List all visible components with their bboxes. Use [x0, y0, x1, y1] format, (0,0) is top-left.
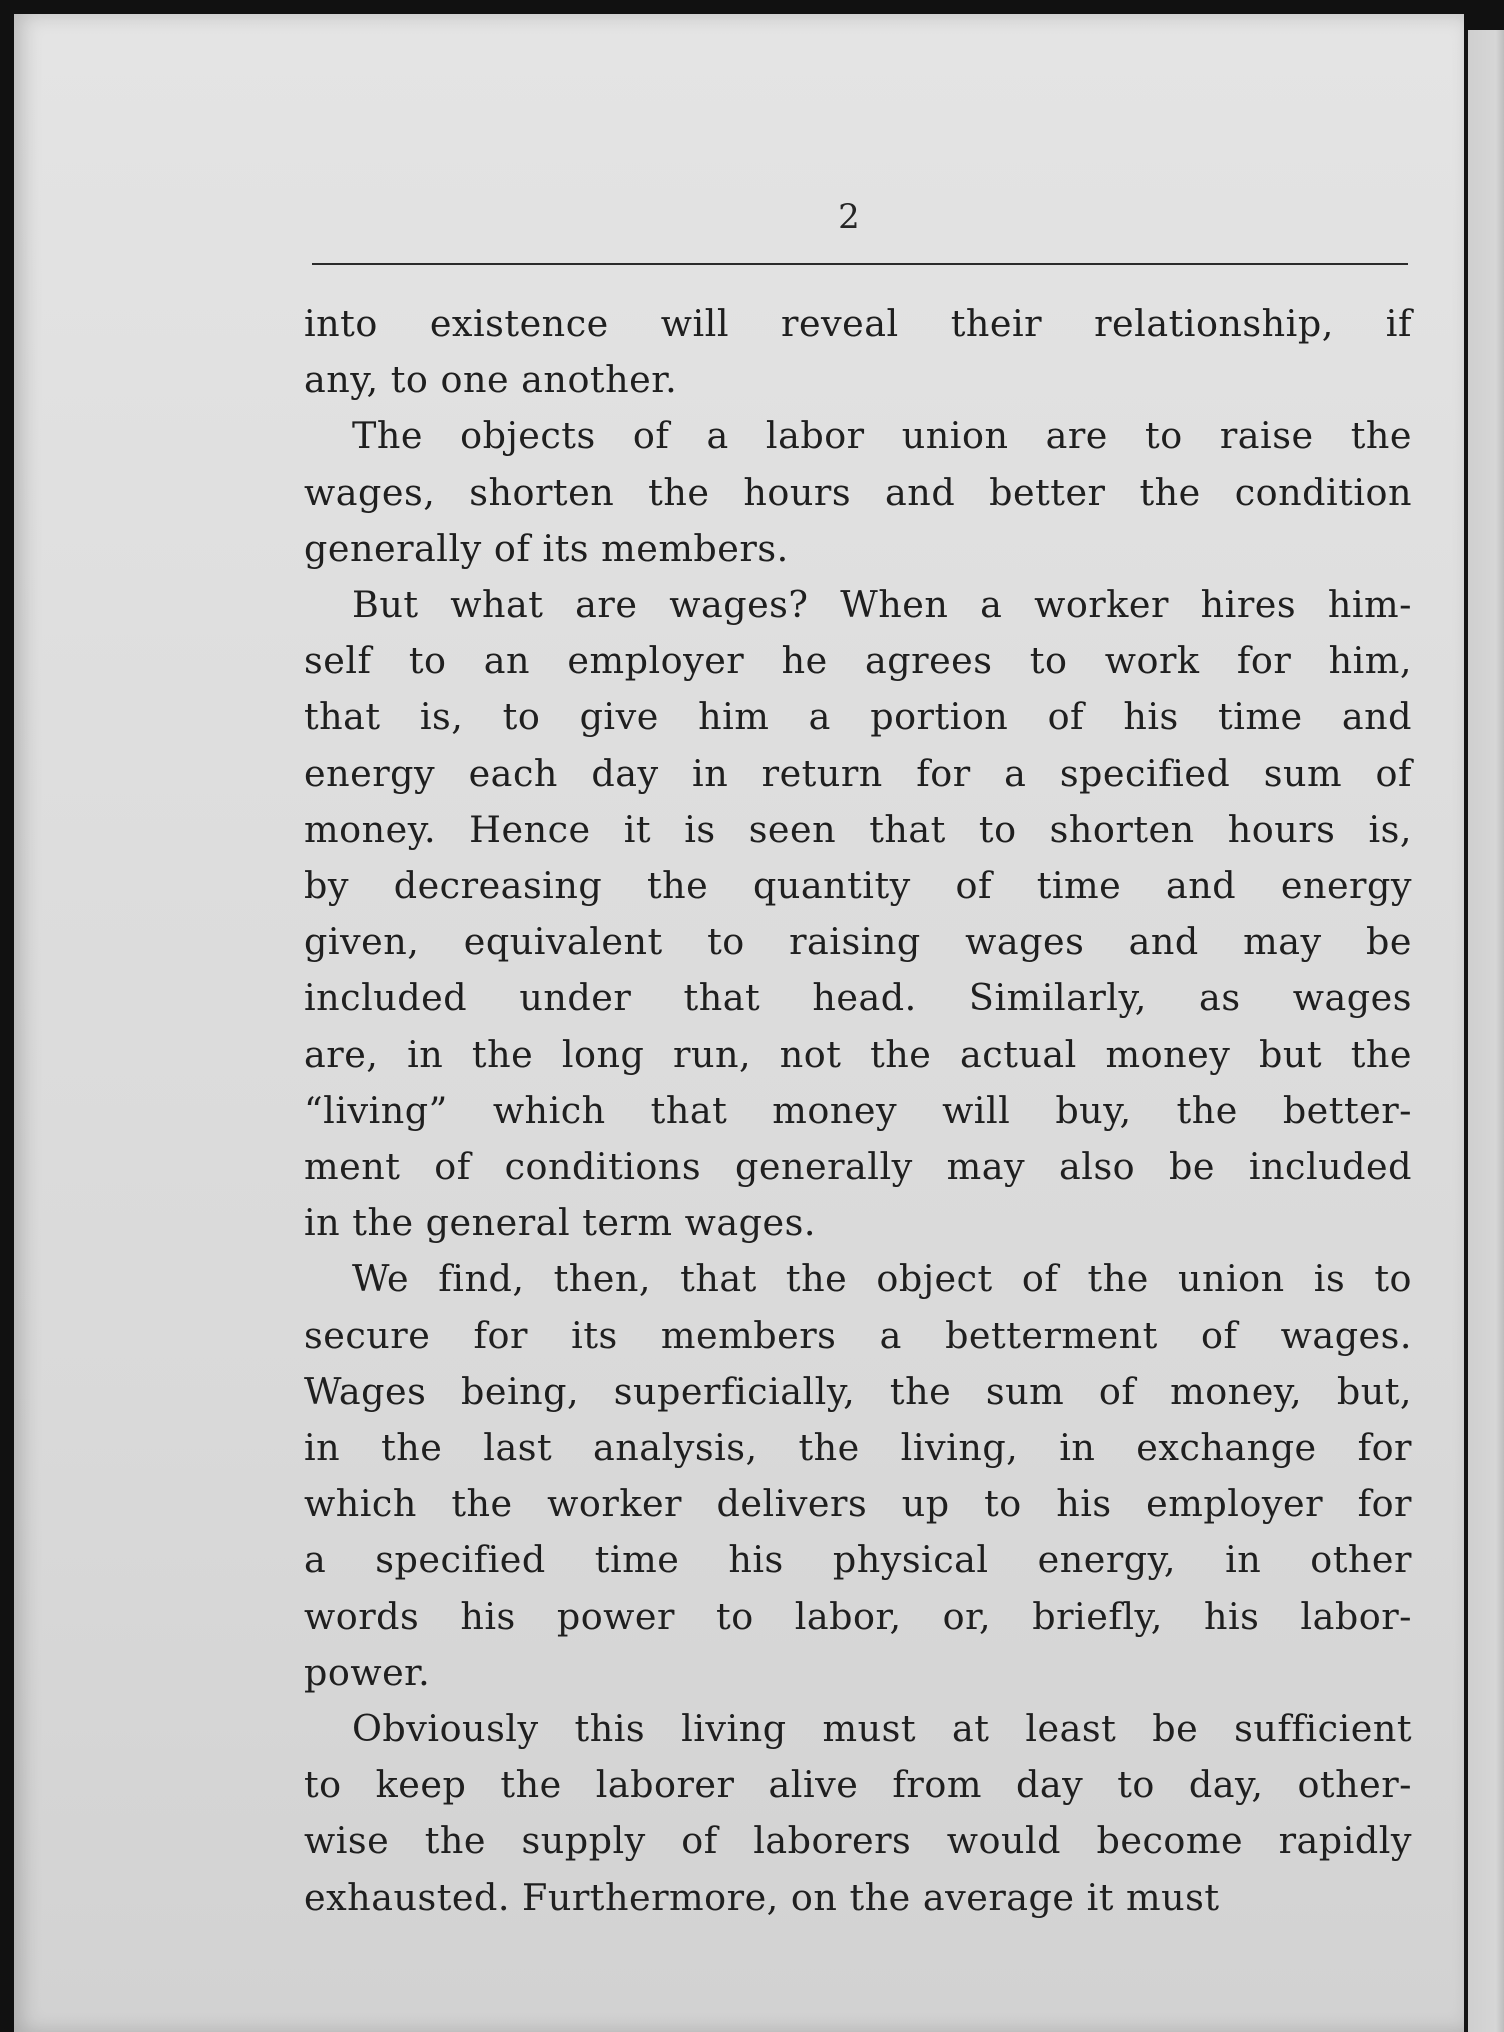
text-line: given, equivalent to raising wages and may be: [304, 920, 1412, 964]
text-line: in the general term wages.: [304, 1201, 816, 1245]
text-line: Obviously this living must at least be sufficient: [352, 1707, 1412, 1751]
body-text: [304, 296, 1412, 1926]
text-line: exhausted. Furthermore, on the average it must: [304, 1875, 1220, 1919]
text-line: “living” which that money will buy, the better-: [304, 1088, 1412, 1132]
text-line: wise the supply of laborers would become rapidly: [304, 1819, 1412, 1863]
text-line: are, in the long run, not the actual money but the: [304, 1032, 1412, 1076]
text-line: to keep the laborer alive from day to day, other-: [304, 1763, 1412, 1807]
text-line: secure for its members a betterment of wages.: [304, 1313, 1412, 1357]
text-line: energy each day in return for a specified sum of: [304, 751, 1412, 795]
text-line: words his power to labor, or, briefly, his labor-: [304, 1594, 1412, 1638]
text-line: We find, then, that the object of the union is to: [352, 1257, 1412, 1301]
text-line: ment of conditions generally may also be included: [304, 1145, 1412, 1189]
text-line: that is, to give him a portion of his time and: [304, 695, 1412, 739]
adjacent-page-edge: [1464, 30, 1504, 2032]
text-line: any, to one another.: [304, 358, 678, 402]
paragraph: [304, 577, 1412, 1251]
text-line: by decreasing the quantity of time and energy: [304, 864, 1412, 908]
text-line: in the last analysis, the living, in exchange for: [304, 1426, 1412, 1470]
header-rule: [312, 263, 1408, 265]
text-line: self to an employer he agrees to work for him,: [304, 639, 1412, 683]
paragraph: [304, 1251, 1412, 1701]
paragraph: [304, 1701, 1412, 1926]
text-line: But what are wages? When a worker hires him-: [352, 583, 1412, 627]
page-number: 2: [838, 197, 860, 237]
text-line: into existence will reveal their relationship, if: [304, 302, 1412, 345]
text-line: The objects of a labor union are to raise the: [352, 414, 1412, 458]
text-line: included under that head. Similarly, as wages: [304, 976, 1412, 1020]
text-line: power.: [304, 1650, 431, 1694]
text-line: Wages being, superficially, the sum of money, but,: [304, 1369, 1412, 1413]
paragraph: [304, 408, 1412, 577]
text-line: wages, shorten the hours and better the condition: [304, 470, 1412, 514]
text-line: a specified time his physical energy, in other: [304, 1538, 1412, 1582]
text-line: generally of its members.: [304, 526, 789, 570]
paragraph: [304, 296, 1412, 408]
book-page: [14, 14, 1464, 2032]
text-line: which the worker delivers up to his employer for: [304, 1482, 1412, 1526]
text-line: money. Hence it is seen that to shorten hours is,: [304, 807, 1412, 851]
